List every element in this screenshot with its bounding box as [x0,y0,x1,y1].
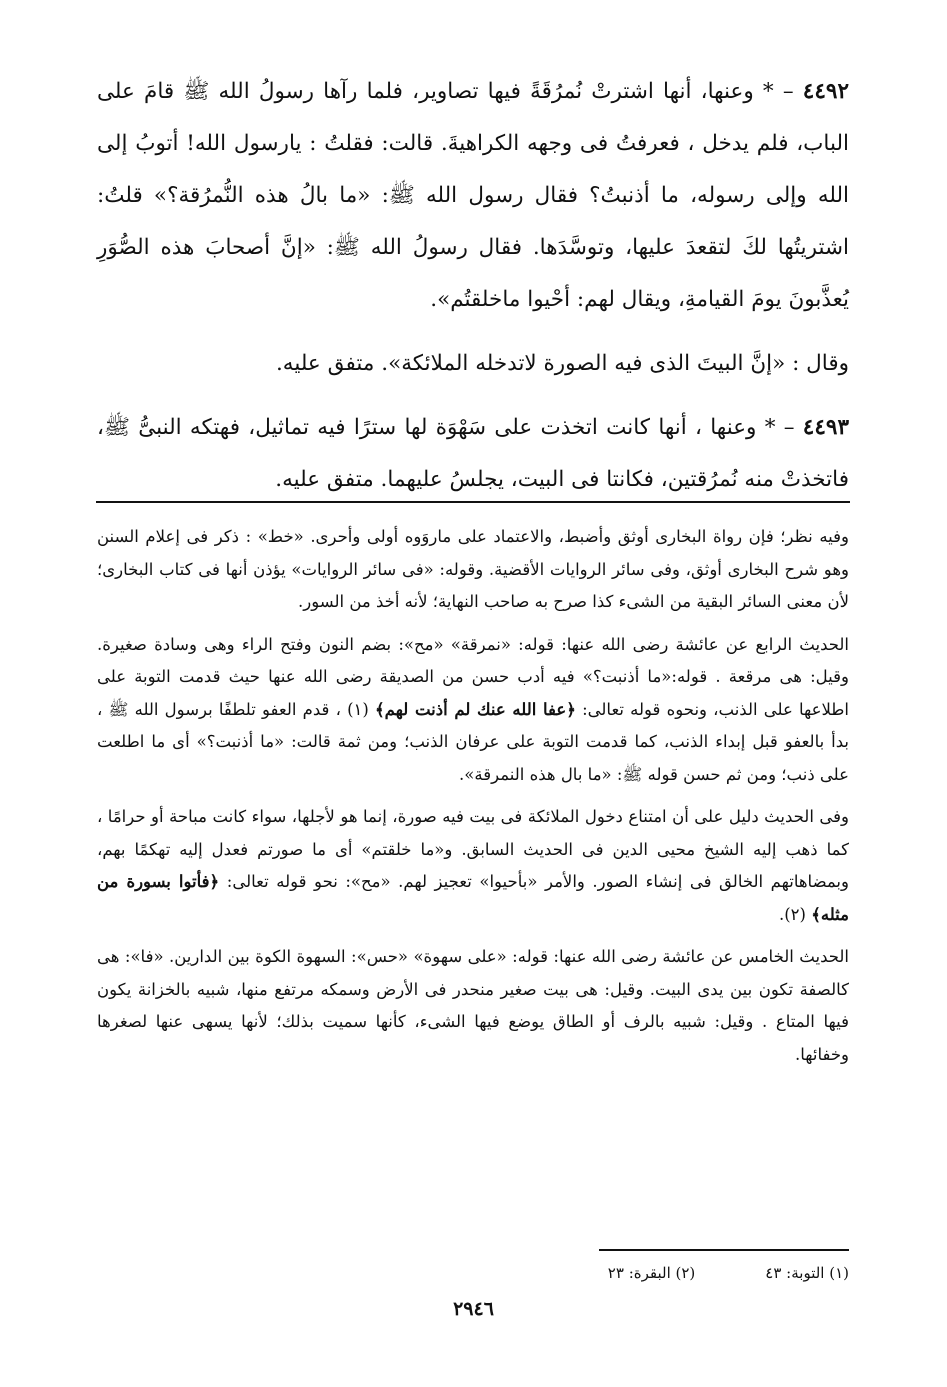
hadith-4493 [97,402,849,506]
footnote-1: (١) التوبة: ٤٣ [765,1264,849,1282]
quran-quote: ﴿عفا الله عنك لم أذنت لهم﴾ [375,699,576,719]
commentary-text: (٢). [778,904,812,924]
commentary-text: الحديث الرابع عن عائشة رضى الله عنها: قوله: «نمرقة» «مح»: بضم النون وفتح الراء وهى وسادة صغيرة. وقيل: هى مرقعة . قوله:«ما أذنبت؟» فيه أدب حسن من الصديقة رضى الله عنها حيث قدمت التوبة على اطلاعها على الذنب، ونحوه قوله تعالى: [97,634,850,719]
hadith-body: – * وعنها، أنها اشترتْ نُمرُقَةً فيها تصاوير، فلما رآها رسولُ الله ﷺ قامَ على الباب، فلم يدخل ، فعرفتُ فى وجهه الكراهيةَ. قالت: فقلتُ : يارسول الله! أتوبُ إلى الله وإلى رسوله، ما أذنبتُ؟ فقال رسول الله ﷺ: «ما بالُ هذه النُّمرُقة؟» قلتُ: اشتريتُها لكَ لتقعدَ عليها، وتوسَّدَها. فقال رسولُ الله ﷺ: «إنَّ أصحابَ هذه الصُّوَرِ يُعذَّبونَ يومَ القيامةِ، ويقال لهم: أحْيوا ماخلقتُم». [97,79,849,312]
commentary-paragraph [97,801,849,931]
footnote-divider [599,1249,849,1251]
commentary-block [97,521,849,1081]
commentary-paragraph [97,629,849,792]
hadith-4492 [97,66,849,326]
hadith-4492-addendum: وقال : «إنَّ البيتَ الذى فيه الصورة لاتدخله الملائكة». متفق عليه. [275,351,849,376]
page-number: ٢٩٤٦ [453,1298,494,1320]
hadith-number: ٤٤٩٣ [802,415,849,440]
quran-quote: ﴿فأتوا بسورة من مثله﴾ [97,872,849,924]
commentary-paragraph: وفيه نظر؛ فإن رواة البخارى أوثق وأضبط، والاعتماد على ماروَوه أولى وأحرى. «خط» : ذكر فى إعلام السنن وهو شرح البخارى أوثق، وفى سائر الروايات الأقضية. وقوله: «فى سائر الروايات» يؤذن أنها فى كتاب البخارى؛ لأن معنى السائر البقية من الشىء كذا صرح به صاحب النهاية؛ لأنه أخذ من السور. [97,527,849,611]
hadith-number: ٤٤٩٢ [802,79,849,104]
footnotes [449,1262,849,1284]
hadith-text-block [97,66,849,518]
commentary-paragraph: الحديث الخامس عن عائشة رضى الله عنها: قوله: «على سهوة» «حس»: السهوة الكوة بين الدارين. «فا»: هى كالصفة تكون بين يدى البيت. وقيل: هى بيت صغير منحدر فى الأرض وسمكه مرتفع منها، شبيه بالخزانة يكون فيها المتاع . وقيل: شبيه بالرف أو الطاق يوضع فيها الشىء، كأنها سميت بذلك؛ لأنها يسهى عنها لصغرها وخفائها. [97,947,849,1064]
hadith-body: – * وعنها ، أنها كانت اتخذت على سَهْوَة لها سترًا فيه تماثيل، فهتكه النبىُّ ﷺ، فاتخذتْ منه نُمرُقتين، فكانتا فى البيت، يجلسُ عليهما. متفق عليه. [97,415,849,492]
footnote-2: (٢) البقرة: ٢٣ [607,1264,696,1282]
section-divider [96,501,850,503]
commentary-text: وفى الحديث دليل على أن امتناع دخول الملائكة فى بيت فيه صورة، إنما هو لأجلها، سواء كانت مباحة أو حرامًا ، كما ذهب إليه الشيخ محيى الدين فى الحديث السابق. و«ما خلقتم» أى ما صورتم فعدل إليه تهكمًا بهم، وبمضاهاتهم الخالق فى إنشاء الصور. والأمر «بأحيوا» تعجيز لهم. «مح»: نحو قوله تعالى: [97,807,849,891]
commentary-text: (١) ، قدم العفو تلطفًا برسول الله ﷺ ، بدأ بالعفو قبل إبداء الذنب، كما قدمت التوبة على عرفان الذنب؛ ومن ثمة قالت: «ما أذنبت؟» أى ما اطلعت على ذنب؛ ومن ثم حسن قوله ﷺ: «ما بال هذه النمرقة». [97,699,849,784]
